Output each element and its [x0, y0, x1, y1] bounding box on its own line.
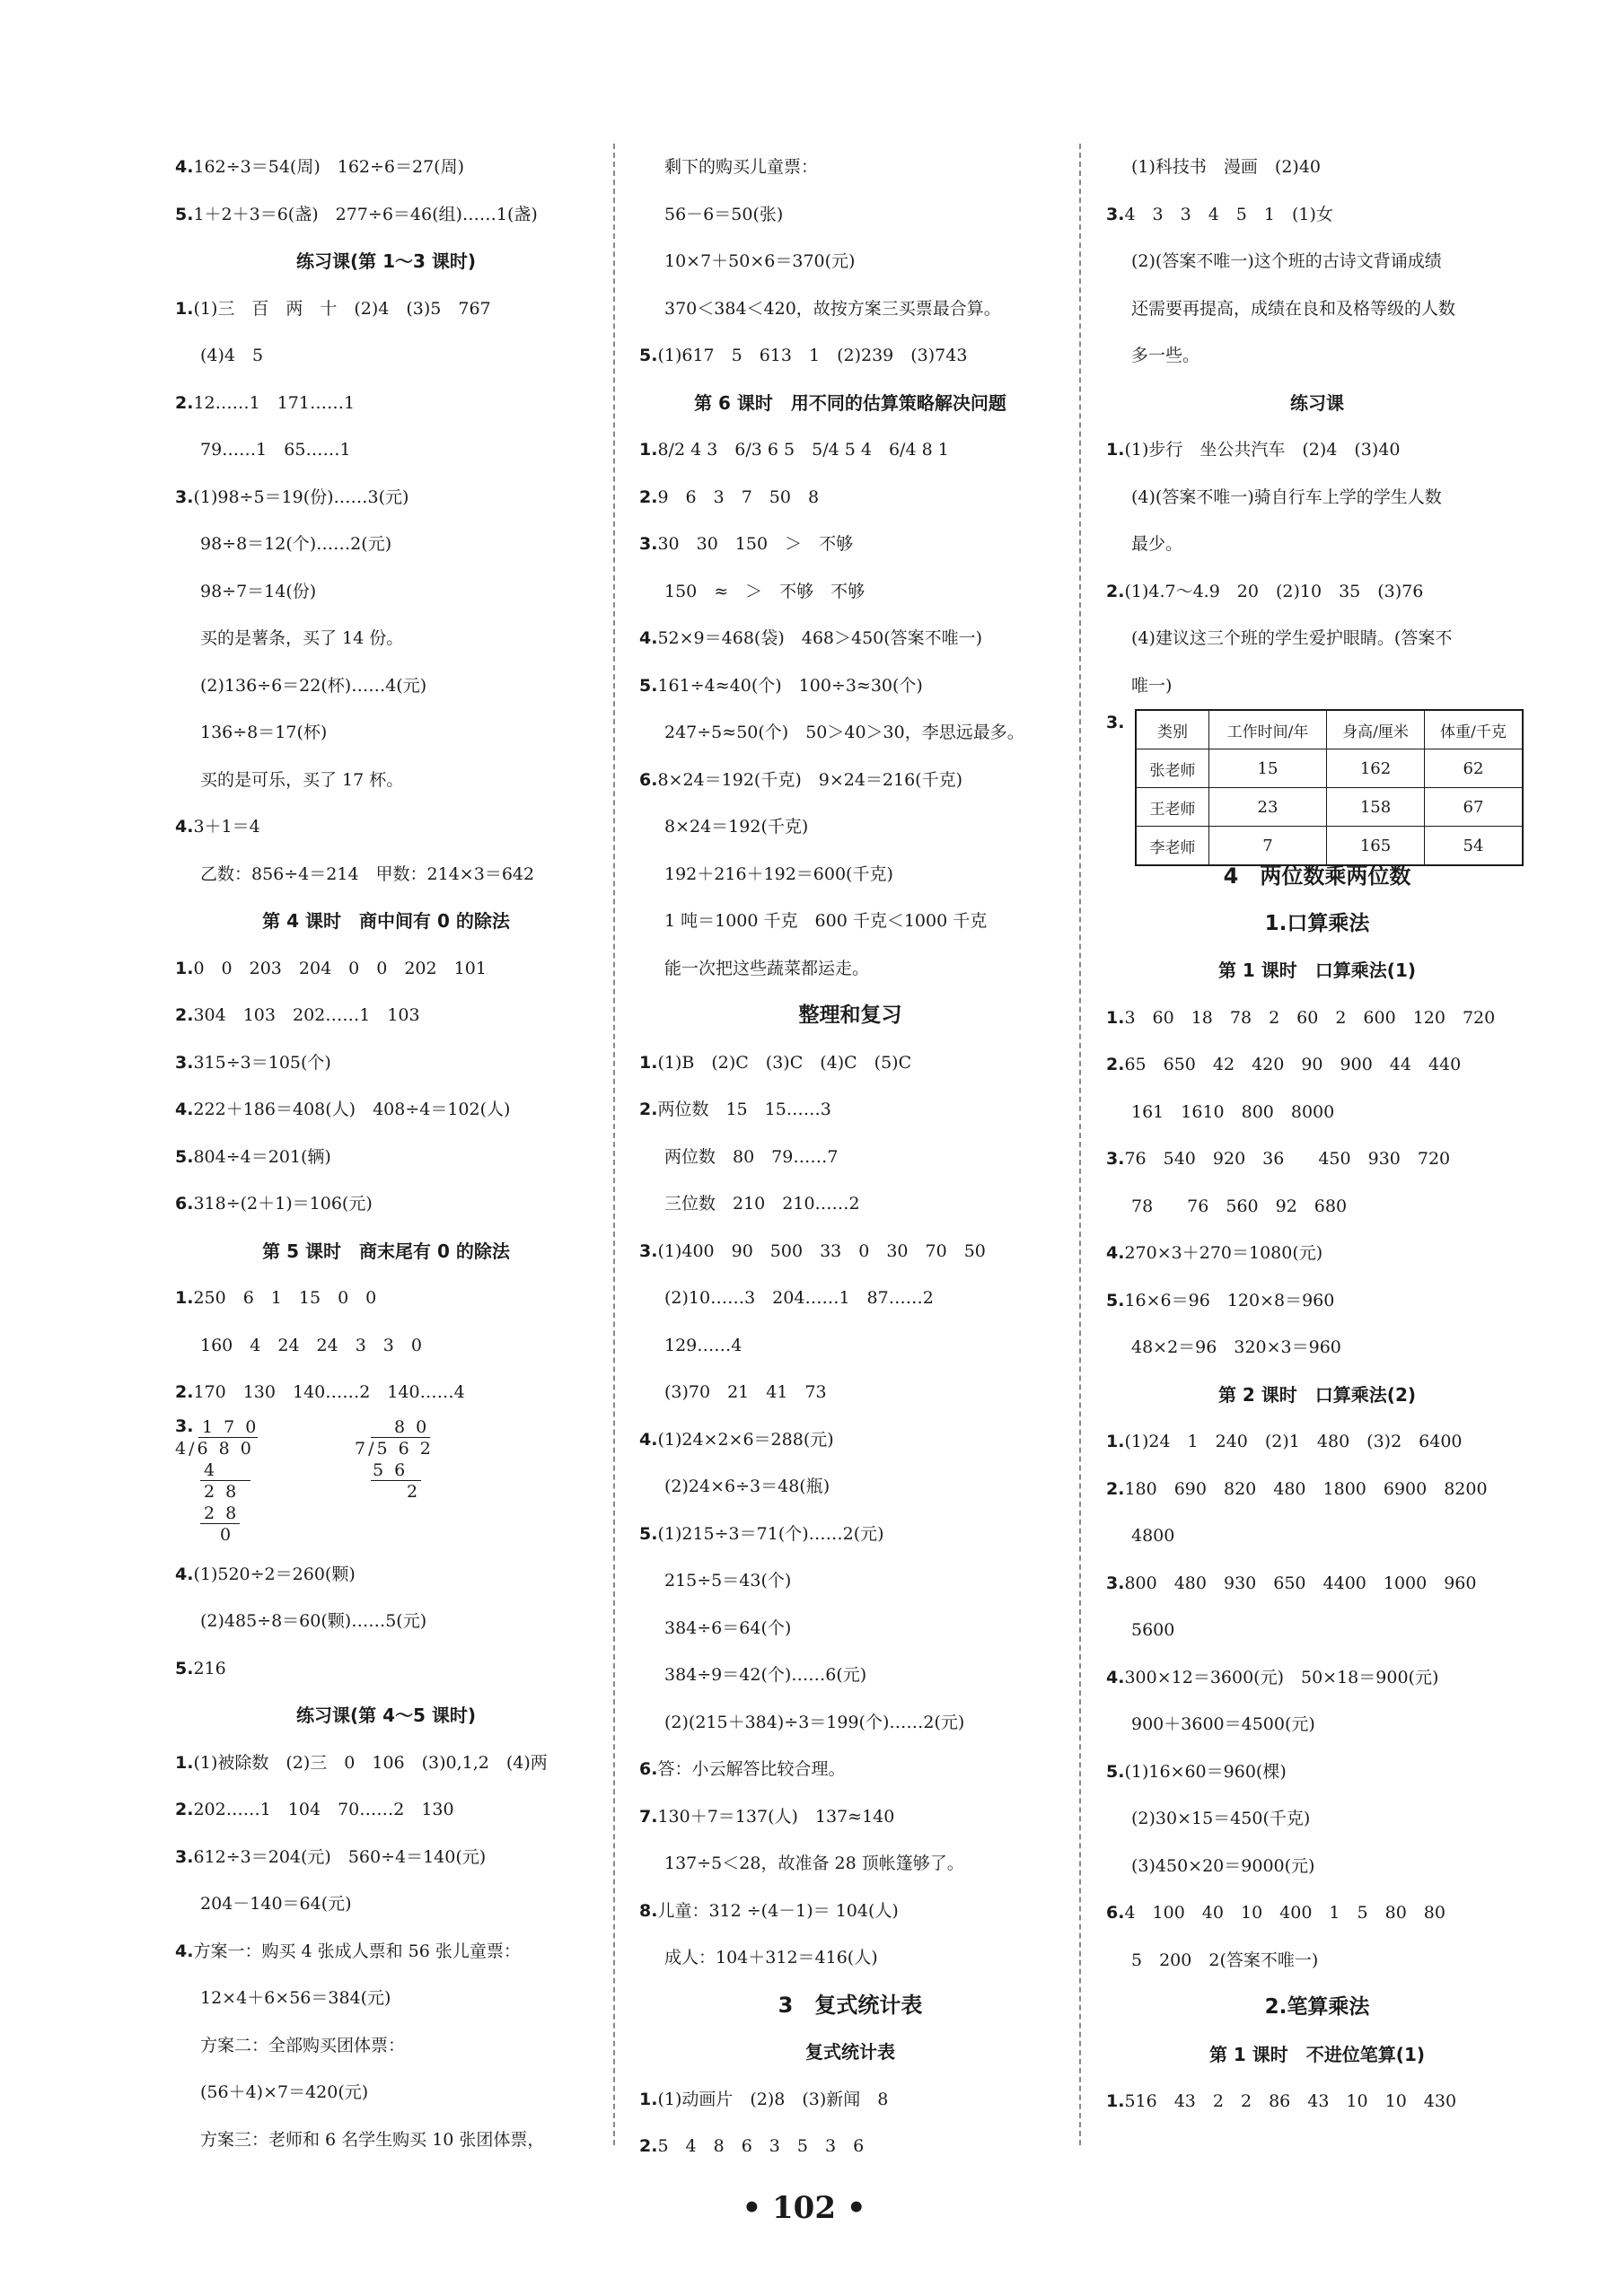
item-number: 5. — [639, 346, 658, 365]
answer-item — [175, 1039, 597, 1087]
answer-line: (4)4 5 — [200, 346, 264, 365]
subsection-title: 1.口算乘法 — [1264, 911, 1370, 935]
section-heading: 第 5 课时 商末尾有 0 的除法 — [262, 1240, 510, 1262]
answer-line: 192＋216＋192＝600(千克) — [664, 863, 893, 884]
answer-line: 136÷8＝17(杯) — [200, 723, 328, 742]
section-heading: 第 2 课时 口算乘法(2) — [1217, 1383, 1417, 1406]
answer-text: 16×6＝96 120×8＝960 — [1124, 1290, 1335, 1310]
step-rule — [371, 1480, 421, 1481]
answer-text: 300×12＝3600(元) 50×18＝900(元) — [1124, 1667, 1439, 1687]
answer-text: (1)B (2)C (3)C (4)C (5)C — [657, 1052, 912, 1073]
answer-line: 5 200 2(答案不唯一) — [1131, 1950, 1319, 1970]
answer-text: 315÷3＝105(个) — [193, 1052, 331, 1073]
answer-line: (2)(答案不唯一)这个班的古诗文背诵成绩 — [1131, 251, 1442, 271]
item-number: 2. — [1106, 581, 1125, 601]
item-number: 6. — [639, 769, 658, 790]
quotient: 8 0 — [394, 1416, 430, 1437]
answer-line: 78 76 560 92 680 — [1131, 1196, 1348, 1216]
answer-item — [1106, 1748, 1528, 1796]
answer-item — [1106, 191, 1528, 239]
step-subtract: 5 6 — [373, 1459, 409, 1480]
item-number: 4. — [175, 817, 194, 837]
answer-item — [1106, 1041, 1528, 1089]
answer-text: 30 30 150 ＞ 不够 — [657, 534, 854, 554]
answer-text: 8×24＝192(千克) 9×24＝216(千克) — [657, 769, 963, 790]
answer-line: 两位数 80 79……7 — [664, 1146, 839, 1167]
answer-item — [1106, 1654, 1528, 1702]
answer-text: 方案一：购买 4 张成人票和 56 张儿童票： — [193, 1941, 521, 1961]
table-cell: 李老师 — [1136, 827, 1209, 866]
answer-text: 9 6 3 7 50 8 — [657, 486, 820, 507]
item-number: 3. — [1106, 1573, 1125, 1593]
answer-item — [175, 1134, 597, 1181]
dividend: 4/6 8 0 — [175, 1438, 254, 1459]
answer-item — [639, 1228, 1061, 1275]
answer-line: 204－140＝64(元) — [200, 1894, 352, 1914]
table-header-cell: 工作时间/年 — [1209, 710, 1327, 749]
item-number: 1. — [639, 2089, 658, 2109]
answer-line: 10×7＋50×6＝370(元) — [664, 251, 856, 271]
answer-item — [639, 1416, 1061, 1464]
answer-text: (1)400 90 500 33 0 30 70 50 — [657, 1240, 986, 1261]
answer-item — [639, 757, 1061, 804]
item-number: 4. — [175, 1564, 194, 1584]
section-heading: 第 6 课时 用不同的估算策略解决问题 — [694, 391, 1006, 414]
answer-line: 买的是薯条，买了 14 份。 — [200, 628, 404, 648]
step-remainder: 2 8 — [204, 1481, 240, 1502]
answer-line: 唯一) — [1131, 675, 1173, 696]
section-heading: 练习课(第 1～3 课时) — [295, 250, 477, 272]
section-heading: 第 1 课时 口算乘法(1) — [1217, 960, 1417, 981]
answer-line: (3)450×20＝9000(元) — [1131, 1855, 1315, 1876]
answer-text: (1)三 百 两 十 (2)4 (3)5 767 — [193, 298, 491, 319]
table-cell: 15 — [1209, 749, 1327, 788]
answer-item — [175, 474, 597, 521]
answer-item — [1106, 568, 1528, 616]
table-header-cell: 体重/千克 — [1425, 710, 1524, 749]
answer-line: (1)科技书 漫画 (2)40 — [1131, 157, 1322, 177]
item-number: 2. — [1106, 1055, 1125, 1074]
answer-item — [1106, 1230, 1528, 1277]
answer-text: 250 6 1 15 0 0 — [193, 1288, 377, 1308]
subsection-title: 2.笔算乘法 — [1264, 1995, 1370, 2019]
answer-line: 还需要再提高，成绩在良和及格等级的人数 — [1131, 298, 1456, 319]
answer-text: 52×9＝468(袋) 468＞450(答案不唯一) — [657, 628, 983, 648]
table-cell: 165 — [1327, 827, 1425, 866]
answer-text: 516 43 2 2 86 43 10 10 430 — [1124, 2091, 1457, 2111]
answer-text: (1)520÷2＝260(颗) — [193, 1564, 356, 1584]
answer-line: 129……4 — [664, 1335, 742, 1355]
answer-item — [1106, 1135, 1528, 1183]
answer-column-2 — [639, 144, 1061, 2170]
item-number: 8. — [639, 1900, 658, 1921]
item-number: 4. — [175, 1941, 194, 1961]
item-number: 1. — [1106, 440, 1125, 460]
answer-column-3 — [1106, 144, 1528, 2125]
section-heading: 第 4 课时 商中间有 0 的除法 — [262, 910, 510, 932]
answer-text: 130＋7＝137(人) 137≈140 — [657, 1806, 895, 1827]
answer-line: (2)485÷8＝60(颗)……5(元) — [200, 1611, 427, 1631]
answer-line: 56－6＝50(张) — [664, 204, 784, 224]
answer-item — [1106, 1560, 1528, 1608]
answer-line: 1 吨＝1000 千克 600 千克＜1000 千克 — [664, 911, 988, 931]
answer-item — [1106, 1277, 1528, 1325]
answer-line: 384÷9＝42(个)……6(元) — [664, 1665, 867, 1685]
table-header-row — [1136, 710, 1523, 749]
item-number: 1. — [175, 958, 194, 978]
answer-line: (2)24×6÷3＝48(瓶) — [664, 1477, 830, 1496]
answer-item — [175, 1180, 597, 1228]
answer-line: 48×2＝96 320×3＝960 — [1131, 1337, 1341, 1357]
teacher-stats-table — [1135, 709, 1524, 866]
table-header-cell: 身高/厘米 — [1327, 710, 1425, 749]
answer-item — [175, 1786, 597, 1834]
answer-line: (56＋4)×7＝420(元) — [200, 2082, 369, 2102]
answer-text: 4 100 40 10 400 1 5 80 80 — [1124, 1903, 1445, 1923]
answer-item — [175, 1086, 597, 1134]
item-number: 2. — [639, 486, 658, 507]
answer-line: 8×24＝192(千克) — [664, 817, 809, 837]
item-number: 5. — [1106, 1290, 1125, 1310]
answer-text: 3＋1＝4 — [193, 817, 260, 837]
answer-item — [1106, 2078, 1528, 2125]
item-number: 2. — [639, 1100, 658, 1119]
item-number: 5. — [175, 1146, 194, 1167]
answer-line: (4)(答案不唯一)骑自行车上学的学生人数 — [1131, 486, 1442, 507]
answer-item — [639, 1888, 1061, 1935]
answer-line: 12×4＋6×56＝384(元) — [200, 1988, 391, 2008]
item-number: 4. — [1106, 1667, 1125, 1687]
answer-line: 160 4 24 24 3 3 0 — [200, 1335, 422, 1355]
answer-text: 202……1 104 70……2 130 — [193, 1800, 454, 1819]
table-cell: 张老师 — [1136, 749, 1209, 788]
answer-line: 384÷6＝64(个) — [664, 1617, 792, 1638]
final-remainder: 2 — [407, 1481, 421, 1502]
section-heading: 复式统计表 — [805, 2041, 895, 2063]
item-number: 5. — [175, 204, 194, 224]
answer-text: 8/2 4 3 6/3 6 5 5/4 5 4 6/4 8 1 — [657, 440, 949, 460]
item-number: 3. — [1106, 204, 1125, 224]
table-cell: 67 — [1425, 788, 1524, 827]
answer-item — [1106, 1889, 1528, 1937]
section-heading: 练习课 — [1290, 391, 1344, 414]
answer-line: 98÷8＝12(个)……2(元) — [200, 534, 392, 554]
answer-text: 216 — [193, 1658, 226, 1678]
item-number: 1. — [175, 298, 194, 319]
step-rule — [200, 1523, 240, 1524]
answer-item — [175, 992, 597, 1039]
answer-item — [639, 521, 1061, 568]
item-number: 4. — [175, 1100, 194, 1119]
table-cell: 158 — [1327, 788, 1425, 827]
answer-item — [175, 1551, 597, 1599]
table-cell: 162 — [1327, 749, 1425, 788]
answer-text: 180 690 820 480 1800 6900 8200 — [1124, 1478, 1488, 1499]
answer-line: (2)10……3 204……1 87……2 — [664, 1288, 934, 1308]
answer-item — [639, 615, 1061, 662]
answer-text: (1)16×60＝960(棵) — [1124, 1761, 1287, 1782]
division-bar — [198, 1437, 258, 1438]
item-number: 6. — [639, 1759, 658, 1779]
teacher-table-block — [1106, 709, 1528, 857]
answer-text: 222＋186＝408(人) 408÷4＝102(人) — [193, 1100, 511, 1119]
answer-text: 318÷(2＋1)＝106(元) — [193, 1194, 373, 1214]
answer-line: (2)136÷6＝22(杯)……4(元) — [200, 675, 427, 696]
answer-item — [1106, 1418, 1528, 1466]
answer-item — [639, 332, 1061, 380]
answer-item — [639, 1746, 1061, 1793]
answer-line: 最少。 — [1131, 534, 1183, 554]
item-number: 2. — [639, 2136, 658, 2156]
answer-line: (4)建议这三个班的学生爱护眼睛。(答案不 — [1131, 628, 1453, 648]
unit-title: 3 复式统计表 — [778, 1992, 923, 2018]
answer-text: 804÷4＝201(辆) — [193, 1146, 331, 1167]
item-number: 3. — [1106, 1149, 1125, 1169]
answer-line: 161 1610 800 8000 — [1131, 1101, 1335, 1122]
item-number: 1. — [1106, 1432, 1125, 1451]
answer-item — [175, 191, 597, 239]
answer-text: 161÷4≈40(个) 100÷3≈30(个) — [657, 675, 923, 696]
answer-item — [175, 285, 597, 333]
table-row — [1136, 827, 1523, 866]
answer-item — [1106, 1466, 1528, 1513]
table-cell: 7 — [1209, 827, 1327, 866]
answer-item — [175, 945, 597, 993]
item-number: 5. — [1106, 1761, 1125, 1782]
answer-text: 65 650 42 420 90 900 44 440 — [1124, 1055, 1462, 1074]
answer-line: 150 ≈ ＞ 不够 不够 — [664, 581, 866, 601]
answer-text: (1)98÷5＝19(份)……3(元) — [193, 486, 409, 507]
answer-line: 370＜384＜420，故按方案三买票最合算。 — [664, 298, 1001, 319]
answer-line: 三位数 210 210……2 — [664, 1194, 860, 1214]
item-number: 7. — [639, 1806, 658, 1827]
item-number: 3. — [175, 486, 194, 507]
item-number: 4. — [175, 157, 194, 177]
answer-item — [639, 2123, 1061, 2170]
answer-text: (1)617 5 613 1 (2)239 (3)743 — [657, 346, 968, 365]
answer-text: (1)动画片 (2)8 (3)新闻 8 — [657, 2089, 889, 2109]
section-heading: 第 1 课时 不进位笔算(1) — [1208, 2043, 1426, 2065]
item-number: 2. — [175, 1005, 194, 1025]
table-cell: 王老师 — [1136, 788, 1209, 827]
item-number: 1. — [1106, 1007, 1125, 1028]
answer-text: 5 4 8 6 3 5 3 6 — [657, 2136, 865, 2156]
item-number: 4. — [1106, 1243, 1125, 1263]
answer-line: 方案三：老师和 6 名学生购买 10 张团体票， — [200, 2129, 545, 2150]
dividend: 7/5 6 2 — [355, 1438, 434, 1459]
table-cell: 23 — [1209, 788, 1327, 827]
answer-text: 612÷3＝204(元) 560÷4＝140(元) — [193, 1846, 487, 1867]
answer-text: 答：小云解答比较合理。 — [657, 1759, 846, 1779]
unit-title: 4 两位数乘两位数 — [1223, 863, 1411, 889]
answer-line: 215÷5＝43(个) — [664, 1571, 792, 1591]
item-number: 5. — [639, 675, 658, 696]
answer-text: 4 3 3 4 5 1 (1)女 — [1124, 204, 1333, 224]
answer-line: (2)(215＋384)÷3＝199(个)……2(元) — [664, 1712, 965, 1732]
answer-line: (2)30×15＝450(千克) — [1131, 1809, 1311, 1828]
answer-text: 儿童：312 ÷(4－1)＝ 104(人) — [657, 1900, 899, 1921]
table-cell: 62 — [1425, 749, 1524, 788]
table-cell: 54 — [1425, 827, 1524, 866]
item-number: 1. — [175, 1288, 194, 1308]
step-subtract: 2 8 — [204, 1503, 240, 1523]
answer-item — [639, 1511, 1061, 1558]
answer-item — [175, 1928, 597, 1976]
answer-item — [1106, 426, 1528, 474]
step-rule — [200, 1480, 250, 1481]
answer-line: 5600 — [1131, 1620, 1175, 1640]
answer-item — [175, 1275, 597, 1322]
item-number: 5. — [639, 1523, 658, 1544]
answer-text: 76 540 920 36 450 930 720 — [1124, 1149, 1451, 1169]
item-number: 1. — [175, 1752, 194, 1773]
item-number: 3. — [175, 1846, 194, 1867]
answer-item — [639, 1086, 1061, 1134]
answer-item — [175, 1645, 597, 1693]
step-subtract: 4 — [204, 1459, 218, 1480]
item-number: 4. — [639, 1429, 658, 1450]
answer-text: (1)被除数 (2)三 0 106 (3)0,1,2 (4)两 — [193, 1752, 548, 1773]
answer-text: 1＋2＋3＝6(盏) 277÷6＝46(组)……1(盏) — [193, 204, 538, 224]
item-number: 2. — [175, 392, 194, 413]
answer-text: 170 130 140……2 140……4 — [193, 1382, 465, 1402]
answer-item — [175, 1834, 597, 1881]
answer-text: 304 103 202……1 103 — [193, 1005, 420, 1025]
item-number: 4. — [639, 628, 658, 648]
answer-item — [175, 144, 597, 191]
answer-text: (1)4.7～4.9 20 (2)10 35 (3)76 — [1124, 581, 1424, 601]
item-number: 2. — [1106, 1478, 1125, 1499]
answer-line: 能一次把这些蔬菜都运走。 — [664, 958, 870, 978]
section-heading: 练习课(第 4～5 课时) — [295, 1704, 477, 1726]
item-number: 3. — [639, 534, 658, 554]
answer-line: 137÷5＜28，故准备 28 顶帐篷够了。 — [664, 1853, 964, 1873]
answer-line: 98÷7＝14(份) — [200, 581, 317, 601]
item-number: 6. — [1106, 1903, 1125, 1923]
item-number: 6. — [175, 1194, 194, 1214]
answer-text: 两位数 15 15……3 — [657, 1100, 831, 1119]
answer-line: 剩下的购买儿童票： — [664, 157, 819, 177]
item-number: 3. — [639, 1240, 658, 1261]
column-divider-2 — [1079, 144, 1081, 2145]
item-number: 2. — [175, 1800, 194, 1819]
item-number: 1. — [639, 1052, 658, 1073]
answer-item — [175, 1369, 597, 1416]
item-number: 5. — [175, 1658, 194, 1678]
answer-column-1 — [175, 144, 597, 2163]
answer-item — [175, 803, 597, 851]
item-number: 1. — [639, 440, 658, 460]
answer-text: 0 0 203 204 0 0 202 101 — [193, 958, 487, 978]
answer-item — [639, 662, 1061, 710]
answer-text: 800 480 930 650 4400 1000 960 — [1124, 1573, 1477, 1593]
answer-line: 900＋3600＝4500(元) — [1131, 1714, 1315, 1734]
item-number: 3. — [175, 1052, 194, 1073]
column-divider-1 — [613, 144, 615, 2145]
answer-line: 成人：104＋312＝416(人) — [664, 1948, 878, 1967]
item-number: 3. — [1106, 713, 1125, 732]
answer-text: (1)24 1 240 (2)1 480 (3)2 6400 — [1124, 1432, 1463, 1451]
answer-item — [639, 474, 1061, 521]
answer-item — [175, 1740, 597, 1787]
answer-text: (1)215÷3＝71(个)……2(元) — [657, 1523, 884, 1544]
answer-text: 3 60 18 78 2 60 2 600 120 720 — [1124, 1007, 1496, 1028]
item-number: 1. — [1106, 2091, 1125, 2111]
answer-item — [175, 380, 597, 427]
table-header-cell: 类别 — [1136, 710, 1209, 749]
long-division-figures — [175, 1416, 597, 1551]
answer-text: 270×3＋270＝1080(元) — [1124, 1243, 1323, 1263]
answer-item — [639, 426, 1061, 474]
answer-text: 162÷3＝54(周) 162÷6＝27(周) — [193, 157, 465, 177]
answer-item — [1106, 995, 1528, 1042]
page-number: • 102 • — [742, 2190, 866, 2226]
answer-text: 12……1 171……1 — [193, 392, 356, 413]
answer-line: 买的是可乐，买了 17 杯。 — [200, 769, 404, 790]
answer-text: (1)24×2×6＝288(元) — [657, 1429, 834, 1450]
item-number: 2. — [175, 1382, 194, 1402]
table-row — [1136, 788, 1523, 827]
answer-item — [639, 1793, 1061, 1841]
answer-line: 79……1 65……1 — [200, 440, 351, 460]
answer-line: (3)70 21 41 73 — [664, 1382, 827, 1402]
table-row — [1136, 749, 1523, 788]
answer-text: (1)步行 坐公共汽车 (2)4 (3)40 — [1124, 440, 1401, 460]
answer-item — [639, 2076, 1061, 2124]
answer-line: 多一些。 — [1131, 346, 1200, 365]
answer-line: 乙数：856÷4＝214 甲数：214×3＝642 — [200, 863, 535, 884]
subsection-title: 整理和复习 — [798, 1003, 902, 1027]
quotient: 1 7 0 — [202, 1416, 259, 1437]
answer-line: 247÷5≈50(个) 50＞40＞30，李思远最多。 — [664, 723, 1024, 742]
item-number: 3. — [175, 1415, 194, 1436]
division-bar — [371, 1437, 430, 1438]
answer-item — [639, 1039, 1061, 1087]
answer-line: 方案二：全部购买团体票： — [200, 2035, 406, 2055]
answer-line: 4800 — [1131, 1526, 1175, 1546]
final-remainder: 0 — [220, 1524, 234, 1545]
